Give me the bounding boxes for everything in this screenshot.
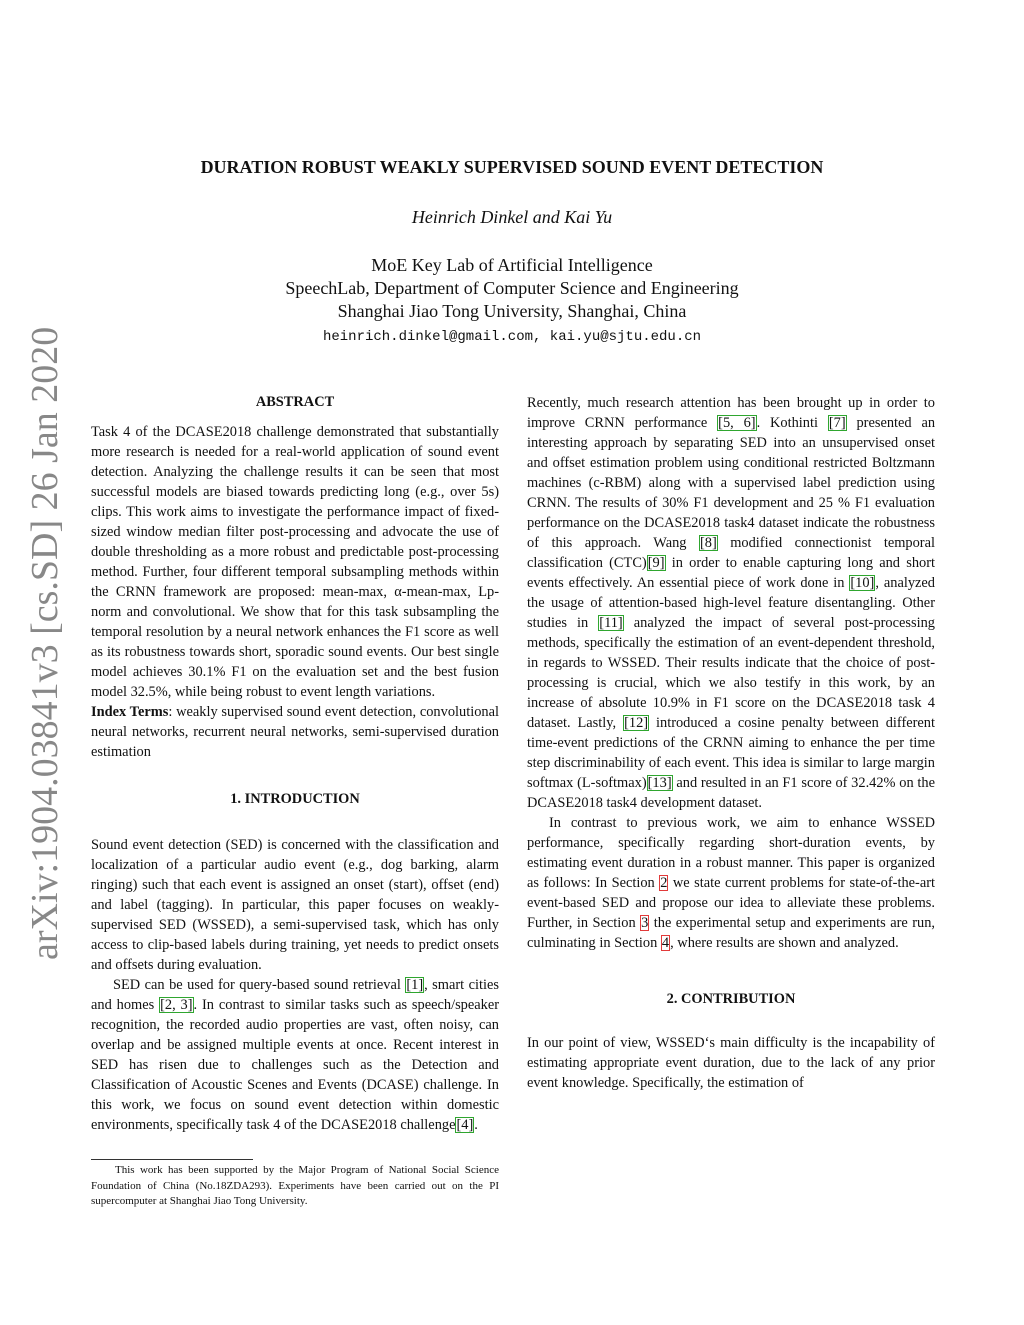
text-run: presented an interesting approach by separating SED into an unsupervised onset and offset estimation problem using conditional restricted Boltzmann machines (c-RBM) along with a supervised label prediction using CRNN. The results of 30% F1 development and 25 % F1 evaluation performance on the DCASE2018 task4 dataset indicate the robustness of this approach. Wang xyxy=(527,415,936,551)
paper-title: DURATION ROBUST WEAKLY SUPERVISED SOUND EVENT DETECTION xyxy=(200,157,824,177)
affiliation-line-3: Shanghai Jiao Tong University, Shanghai, China xyxy=(337,301,687,321)
text-run: we state current problems for state-of-the-art event-based SED and propose our idea to alleviate these problems. Further, in Section xyxy=(527,875,935,931)
text-run: , smart cities and homes xyxy=(91,977,499,1013)
text-run: and resulted in an F1 score of 32.42% on the DCASE2018 task4 development dataset. xyxy=(527,775,935,811)
text-run: the experimental setup and experiments are run, culminating in Section xyxy=(527,915,935,951)
index-terms-text: : weakly supervised sound event detection, convolutional neural networks, recurrent neural networks, semi-supervised duration estimation xyxy=(91,704,499,760)
text-run: introduced a cosine penalty between different time-event predictions of the CRNN aiming to enhance the per time step discriminability of each event. This idea is similar to large margin softmax (L-softmax) xyxy=(527,715,935,791)
footnote-rule xyxy=(91,1159,253,1160)
citation-link[interactable]: [10] xyxy=(850,575,875,591)
text-run: . Kothinti xyxy=(756,415,828,431)
affiliation-line-1: MoE Key Lab of Artificial Intelligence xyxy=(371,255,653,275)
citation-link[interactable]: [9] xyxy=(647,555,665,571)
section-link[interactable]: 3 xyxy=(641,915,649,931)
authors: Heinrich Dinkel and Kai Yu xyxy=(411,207,613,227)
footnote: This work has been supported by the Major Program of National Social Science Foundation of China (No.18ZDA293). Experiments have been carried out on the PI supercomputer at Shanghai Jiao Tong University. xyxy=(91,1164,499,1207)
intro-paragraph-2 xyxy=(91,975,499,1135)
index-terms xyxy=(91,702,499,762)
citation-link[interactable]: [11] xyxy=(599,615,623,631)
abstract-heading: ABSTRACT xyxy=(255,394,335,410)
citation-link[interactable]: [4] xyxy=(456,1117,474,1133)
text-run: SED can be used for query-based sound retrieval xyxy=(113,977,406,993)
citation-link[interactable]: [1] xyxy=(406,977,424,993)
text-run: in order to enable capturing long and short events effectively. An essential piece of work done in xyxy=(527,555,935,591)
intro-paragraph-1: Sound event detection (SED) is concerned with the classification and localization of a particular audio event (e.g., dog barking, alarm ringing) such that each event is assigned an onset (start), offset (end) and label (tagging). In particular, this paper focuses on weakly-supervised SED (WSSED), a semi-supervised task, which has only access to clip-based labels during training, yet needs to predict onsets and offsets during evaluation. xyxy=(91,837,499,973)
abstract-text: Task 4 of the DCASE2018 challenge demonstrated that substantially more research is needed for a real-world application of sound event detection. Analyzing the challenge results it can be seen that most successful models are biased towards predicting long (e.g., over 5s) clips. This work aims to investigate the performance impact of fixed-sized window median filter post-processing and advocate the use of double thresholding as a more robust and predictable post-processing method. Further, four different temporal subsampling methods within the CRNN framework are proposed: mean-max, α-mean-max, Lp-norm and convolutional. We show that for this task subsampling the temporal resolution by a neural network enhances the F1 score as well as its robustness towards short, sporadic sound events. Our best single model achieves 30.1% F1 on the evaluation set and the best fusion model 32.5%, while being robust to event length variations. xyxy=(91,424,499,700)
introduction-heading: 1. INTRODUCTION xyxy=(230,791,360,807)
section-link[interactable]: 4 xyxy=(661,935,670,951)
right-column xyxy=(527,393,935,1093)
arxiv-identifier: arXiv:1904.03841v3 [cs.SD] 26 Jan 2020 xyxy=(24,326,66,960)
citation-link[interactable]: [8] xyxy=(699,535,717,551)
text-run: , where results are shown and analyzed. xyxy=(670,935,899,951)
text-run: In contrast to previous work, we aim to enhance WSSED performance, specifically regarding short-duration events, by estimating event duration in a robust manner. This paper is organized as follows: In Section xyxy=(527,815,935,891)
contribution-heading: 2. CONTRIBUTION xyxy=(666,991,796,1007)
citation-link[interactable]: [13] xyxy=(647,775,672,791)
section-link[interactable]: 2 xyxy=(660,875,668,891)
affiliation-line-2: SpeechLab, Department of Computer Science and Engineering xyxy=(285,278,739,298)
text-run: modified connectionist temporal classification (CTC) xyxy=(527,535,935,571)
text-run: . In contrast to similar tasks such as speech/speaker recognition, the recorded audio properties are vast, often noisy, can overlap and be assigned multiple events at once. Recent interest in SED has risen due to challenges such as the Detection and Classification of Acoustic Scenes and Events (DCASE) challenge. In this work, we focus on sound event detection within domestic environments, specifically task 4 of the DCASE2018 challenge xyxy=(91,997,500,1133)
index-terms-label: Index Terms xyxy=(91,704,169,720)
text-run: . xyxy=(474,1117,478,1133)
citation-link[interactable]: [5, 6] xyxy=(718,415,756,431)
contribution-text: In our point of view, WSSED‘s main difficulty is the incapability of estimating appropriate event duration, due to the lack of any prior event knowledge. Specifically, the estimation of xyxy=(527,1035,935,1091)
author-emails: heinrich.dinkel@gmail.com, kai.yu@sjtu.edu.cn xyxy=(322,329,702,345)
text-run: analyzed the impact of several post-processing methods, specifically the estimation of an event-dependent threshold, in regards to WSSED. Their results indicate that the choice of post-processing is crucial, which we also testify in this work, by an increase of absolute 10.9% in F1 score on the DCASE2018 task 4 dataset. Lastly, xyxy=(527,615,935,731)
intro-paragraph-4 xyxy=(527,813,935,953)
text-run: Recently, much research attention has been brought up in order to improve CRNN performance xyxy=(527,395,935,431)
citation-link[interactable]: [12] xyxy=(624,715,649,731)
citation-link[interactable]: [7] xyxy=(828,415,846,431)
intro-paragraph-3 xyxy=(527,393,935,813)
left-column xyxy=(91,392,499,1135)
text-run: , analyzed the usage of attention-based high-level feature disentangling. Other studies in xyxy=(527,575,935,631)
citation-link[interactable]: [2, 3] xyxy=(160,997,193,1013)
